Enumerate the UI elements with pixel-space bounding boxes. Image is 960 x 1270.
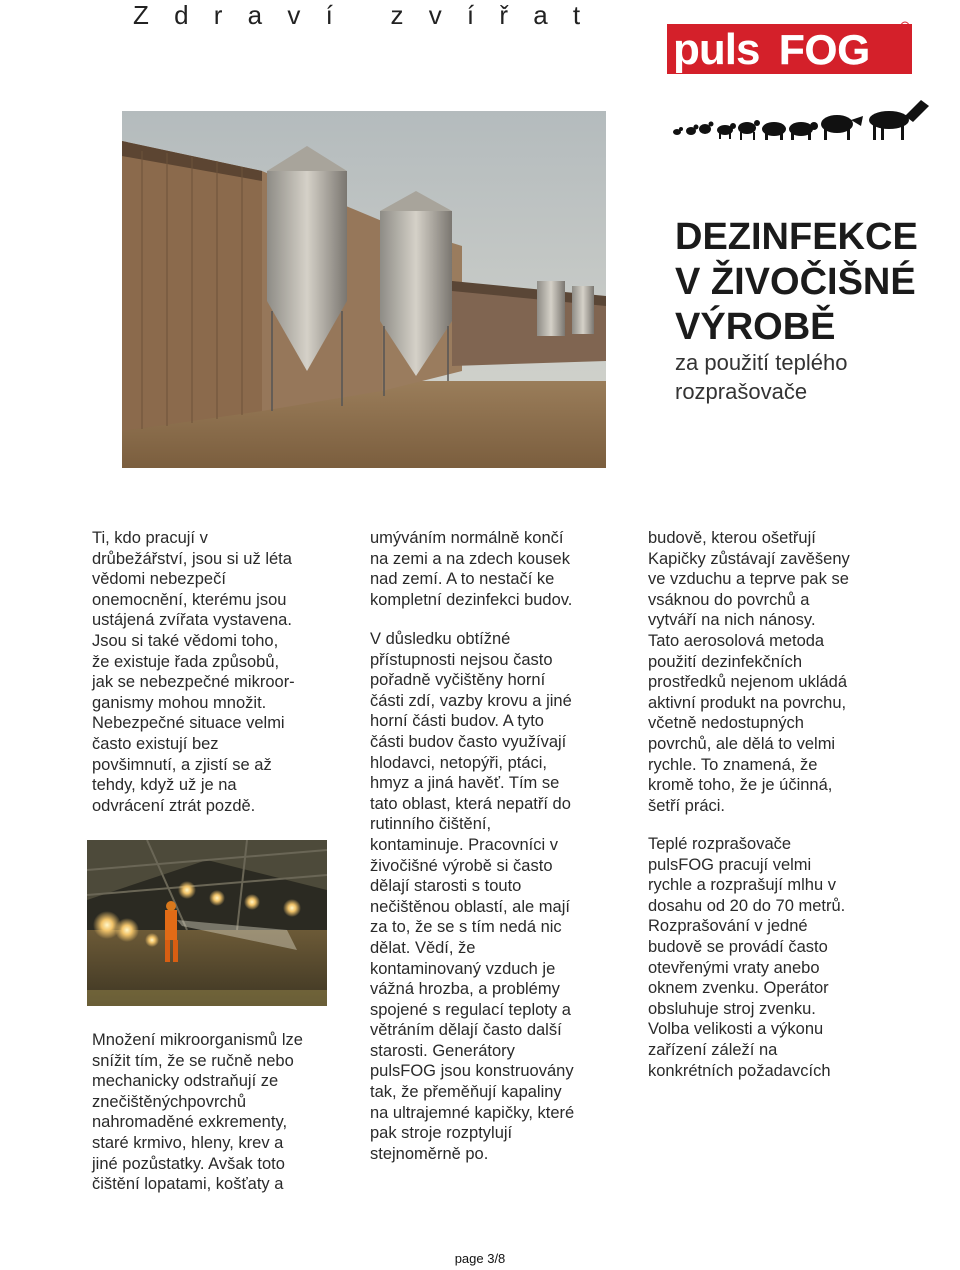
text-line: otevřenými vraty anebo [648,958,820,977]
text-line: za to, že se s tím nedá nic [370,918,562,937]
text-line: dosahu od 20 do 70 metrů. [648,896,846,915]
text-line: na zemi a na zdech kousek [370,549,570,568]
text-line: starosti. Generátory [370,1041,515,1060]
text-line: větráním dělají často další [370,1021,562,1040]
text-line: pořadně vyčištěny horní [370,671,546,690]
text-line: onemocnění, kterému jsou [92,590,287,609]
text-line: čištění lopatami, košťaty a [92,1175,284,1194]
text-line: na ultrajemné kapičky, které [370,1103,575,1122]
text-line: šetří práci. [648,796,726,815]
text-line: Teplé rozprašovače [648,835,792,853]
text-line: kontaminovaný vzduch je [370,959,556,978]
text-line: Rozprašování v jedné [648,917,808,936]
text-line: jak se nebezpečné mikroor- [92,673,295,692]
text-line: budově se provádí často [648,937,828,956]
text-line: nad zemí. A to nestačí ke [370,570,555,589]
text-line: prostředků nejenom ukládá [648,673,848,692]
title-line-3: VÝROBĚ [675,306,836,348]
page-number: page 3/8 [454,1251,506,1266]
text-line: části zdí, vazby krovu a jiné [370,691,572,710]
text-line: odvrácení ztrát pozdě. [92,796,256,815]
text-line: znečištěnýchpovrchů [92,1092,247,1111]
text-line: jiné pozůstatky. Avšak toto [92,1154,285,1173]
text-line: živočišné výrobě si často [370,856,553,875]
text-line: povšimnutí, a zjistí se až [92,755,272,774]
text-line: kontaminuje. Pracovníci v [370,835,559,854]
text-line: Jsou si také vědomi toho, [92,631,279,650]
column-1-paragraph-2 [92,1030,342,1195]
animal-silhouettes-icon [667,92,935,142]
text-line: často existují bez [92,734,219,753]
text-line: hlodavci, netopýři, ptáci, [370,753,548,772]
text-line: spojené s regulací teploty a [370,1000,571,1019]
text-line: vědomi nebezpečí [92,570,226,589]
column-3-paragraph-1 [648,528,888,816]
text-line: Ti, kdo pracují v [92,529,208,547]
text-line: nahromaděné exkrementy, [92,1113,288,1132]
text-line: Nebezpečné situace velmi [92,714,285,733]
text-line: obsluhuje stroj zvenku. [648,999,816,1018]
text-line: pulsFOG jsou konstruovány [370,1062,574,1081]
text-line: rychle. To znamená, že [648,755,818,774]
text-line: kompletní dezinfekci budov. [370,590,573,609]
text-line: včetně nedostupných [648,714,804,733]
text-line: horní části budov. A tyto [370,712,544,731]
svg-text:FOG: FOG [779,26,870,73]
text-line: části budov často využívají [370,732,567,751]
section-title: Z d r a v í z v í ř a t [133,0,590,30]
text-line: tak, že přeměňují kapaliny [370,1083,562,1102]
subtitle-line-1: za použití teplého [675,350,848,375]
text-line: vážná hrozba, a problémy [370,980,560,999]
text-line: dělat. Vědí, že [370,938,476,957]
text-line: dělají starosti s touto [370,877,522,896]
column-3-paragraph-2 [648,834,888,1081]
text-line: hmyz a jiná havěť. Tím se [370,774,560,793]
text-line: aktivní produkt na povrchu, [648,693,847,712]
pulsfog-logo [667,18,912,76]
text-line: kromě toho, že je účinná, [648,776,833,795]
text-line: rutinního čištění, [370,815,492,834]
text-line: staré krmivo, hleny, krev a [92,1133,284,1152]
text-line: vsáknou do povrchů a [648,590,810,609]
barn-spraying-photo [87,840,327,1006]
svg-text:puls: puls [673,25,760,74]
page-title [675,215,918,350]
text-line: ganismy mohou množit. [92,693,267,712]
text-line: umýváním normálně končí [370,529,564,547]
subtitle-line-2: rozprašovače [675,379,808,404]
text-line: vytváří na nich nánosy. [648,611,816,630]
text-line: ustájená zvířata vystavena. [92,611,292,630]
text-line: stejnoměrně po. [370,1144,489,1163]
text-line: pulsFOG pracují velmi [648,855,812,874]
text-line: tehdy, když už je na [92,776,237,795]
text-line: V důsledku obtížné [370,630,511,648]
text-line: Volba velikosti a výkonu [648,1020,824,1039]
page-subtitle [675,348,847,406]
text-line: mechanicky odstraňují ze [92,1072,279,1091]
text-line: povrchů, ale dělá to velmi [648,734,836,753]
text-line: konkrétních požadavcích [648,1061,831,1080]
text-line: ve vzduchu a teprve pak se [648,570,849,589]
text-line: tato oblast, která nepatří do [370,794,571,813]
title-line-1: DEZINFEKCE [675,216,918,258]
silos-farm-photo [122,111,606,468]
text-line: rychle a rozprašují mlhu v [648,876,836,895]
text-line: použití dezinfekčních [648,652,803,671]
text-line: Množení mikroorganismů lze [92,1031,303,1049]
text-line: nečištěnou oblastí, ale mají [370,897,570,916]
title-line-2: V ŽIVOČIŠNÉ [675,261,916,303]
text-line: že existuje řada způsobů, [92,652,280,671]
text-line: oknem zvenku. Operátor [648,979,829,998]
text-line: pak stroje rozptylují [370,1124,513,1143]
column-2-paragraph-2 [370,629,610,1164]
column-1-paragraph-1 [92,528,342,816]
column-2-paragraph-1 [370,528,610,610]
text-line: budově, kterou ošetřují [648,529,816,547]
text-line: snížit tím, že se ručně nebo [92,1051,294,1070]
text-line: zařízení záleží na [648,1040,778,1059]
text-line: Tato aerosolová metoda [648,631,825,650]
text-line: Kapičky zůstávají zavěšeny [648,549,850,568]
text-line: přístupnosti nejsou často [370,650,553,669]
text-line: drůbežářství, jsou si už léta [92,549,292,568]
